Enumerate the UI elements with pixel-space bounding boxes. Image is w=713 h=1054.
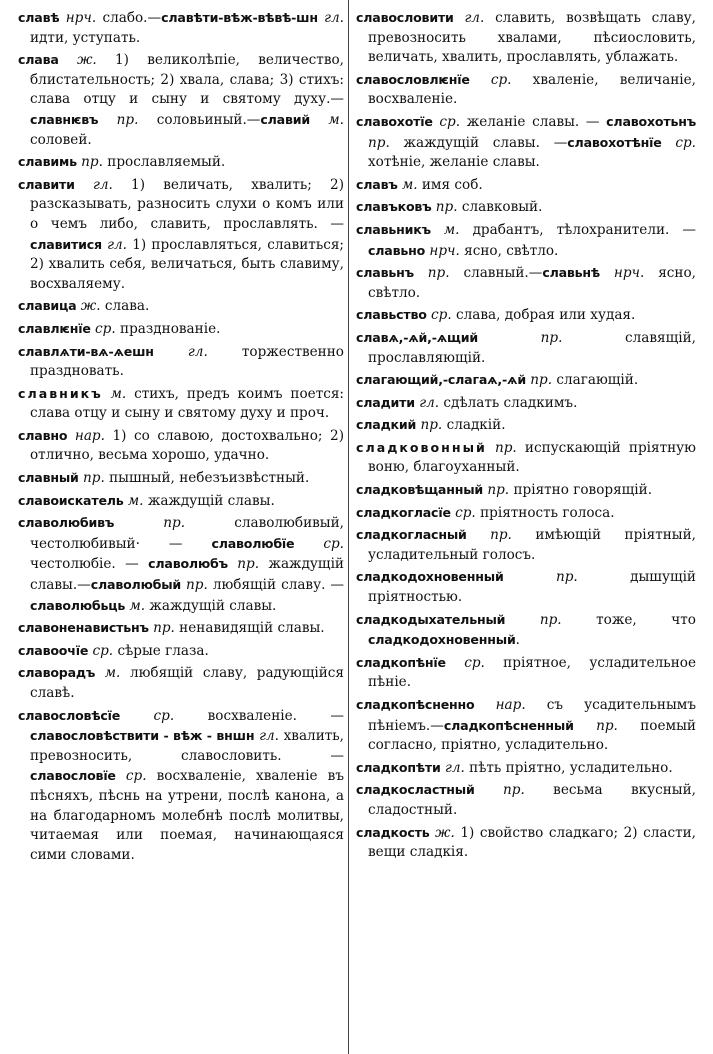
dictionary-entry [356, 8, 696, 68]
headword: славъковъ [356, 199, 432, 215]
headword: славьнѣ [542, 265, 601, 281]
headword: славословлѥнїе [356, 71, 470, 87]
grammar-label: ж. [429, 824, 455, 841]
definition-text: слабо.— [96, 10, 162, 26]
grammar-label: ср. [115, 768, 147, 785]
headword: славимь [18, 154, 77, 170]
dictionary-entry [356, 393, 696, 414]
definition-text: 1) великолѣпіе, величество, блистательность; 2) хвала, слава; 3) стихъ: слава отцу и сыну и святому духу.— [30, 52, 344, 108]
definition-text: любящій славу. — [207, 577, 344, 594]
dictionary-entry [356, 112, 696, 173]
grammar-label: пр. [416, 417, 443, 434]
headword: сладкодохновенный [356, 569, 504, 585]
definition-text: славный.— [449, 265, 543, 282]
grammar-label: пр. [503, 569, 578, 586]
headword: сладкодыхательный [356, 611, 506, 627]
definition-text: сладкій. [442, 417, 506, 434]
grammar-label: пр. [573, 717, 618, 734]
grammar-label: ср. [294, 535, 344, 552]
dictionary-entry [356, 525, 696, 565]
grammar-label: ж. [58, 52, 97, 69]
definition-text: прославляемый. [102, 154, 226, 171]
dictionary-entry [18, 296, 344, 317]
headword: славословѣсїе [18, 707, 121, 723]
definition-text: славолюбивый, честолюбивый· — [30, 515, 344, 552]
dictionary-entry [18, 342, 344, 382]
grammar-label: ср. [450, 504, 476, 521]
dictionary-entry [356, 263, 696, 303]
grammar-label: гл. [414, 394, 440, 411]
definition-text: славить, возвѣщать славу, превозносить хвалами, пѣсиословить, величать, хвалить, прославлять, ублажать. [368, 10, 696, 66]
grammar-label: пр. [227, 556, 260, 573]
dictionary-entry [356, 415, 696, 436]
grammar-label: нрч. [59, 10, 97, 26]
grammar-label: ж. [76, 298, 101, 315]
dictionary-entry [18, 513, 344, 616]
definition-text: пѣть пріятно, усладительно. [464, 759, 673, 776]
dictionary-entry [18, 468, 344, 489]
grammar-label: ср. [120, 707, 175, 724]
grammar-label: пр. [486, 439, 517, 456]
dictionary-entry [356, 480, 696, 501]
definition-text: имѣющій пріятный, усладительный голосъ. [368, 527, 696, 563]
dictionary-entry [18, 491, 344, 512]
definition-text: 1) свойство сладкаго; 2) сласти, вещи сладкія. [368, 824, 696, 861]
definition-text: драбантъ, тѣлохранители. — [459, 221, 696, 238]
headword: славохотѣнїе [567, 134, 662, 150]
headword: славолюбїе [211, 535, 295, 551]
grammar-label: ср. [90, 320, 116, 337]
definition-text: испускающій пріятную воню, благоуханный. [368, 439, 696, 476]
dictionary-entry [18, 384, 344, 424]
definition-text: хваленіе, величаніе, восхваленіе. [368, 71, 696, 108]
headword: сладкосластный [356, 782, 475, 798]
grammar-label: нрч. [600, 265, 645, 282]
grammar-label: нар. [474, 697, 526, 713]
definition-text: пышный, небезъизвѣстный. [104, 470, 310, 487]
dictionary-entry [356, 653, 696, 693]
grammar-label: пр. [98, 111, 139, 128]
grammar-label: ср. [469, 71, 512, 88]
grammar-label: пр. [431, 199, 458, 216]
grammar-label: пр. [76, 154, 103, 171]
definition-text: 1) прославляться, славиться; 2) хвалить себя, величаться, быть славиму, восхваляему. [30, 236, 344, 292]
definition-text: сдѣлать сладкимъ. [439, 394, 578, 411]
headword: сладкодохновенный [368, 632, 516, 648]
definition-text: торжественно праздновать. [30, 343, 344, 380]
grammar-label: гл. [317, 10, 344, 26]
grammar-label: гл. [101, 236, 127, 253]
grammar-label: пр. [478, 329, 563, 346]
headword: славица [18, 298, 77, 314]
grammar-label: пр. [114, 515, 186, 532]
definition-text: слава. [100, 298, 150, 315]
grammar-label: м. [310, 111, 344, 128]
dictionary-entry [18, 152, 344, 173]
headword: славоискатель [18, 492, 124, 508]
headword: славѣти-вѣж-вѣвѣ-шн [161, 10, 318, 25]
grammar-label: гл. [440, 759, 465, 776]
grammar-label: м. [123, 492, 144, 509]
definition-text: ясно, свѣтло. [368, 265, 696, 301]
grammar-label: ср. [426, 307, 452, 324]
definition-text: стихъ, предъ коимъ поется: слава отцу и сыну и святому духу и проч. [30, 385, 344, 422]
headword: сладкопѣсненный [443, 717, 574, 733]
headword: сладкопѣнїе [356, 654, 446, 670]
headword: сладкость [356, 824, 430, 840]
headword: славословїе [30, 768, 116, 784]
dictionary-entry [18, 618, 344, 639]
headword: славитися [30, 236, 102, 252]
definition-text: соловьиный.— [138, 111, 261, 128]
headword: славникъ [18, 385, 103, 401]
definition-text: идти, уступать. [30, 29, 141, 46]
dictionary-entry [356, 370, 696, 391]
definition-text: славковый. [457, 199, 543, 216]
definition-text: хвалить, превозносить, славословить. — [30, 728, 344, 764]
dictionary-entry [18, 426, 344, 466]
headword: славословѣствити - вѣж - вншн [30, 728, 255, 744]
headword: славити [18, 176, 75, 192]
definition-text: 1) со славою, достохвально; 2) отлично, весьма хорошо, удачно. [30, 427, 345, 464]
dictionary-entry [356, 610, 696, 651]
grammar-label: пр. [413, 265, 450, 282]
headword: славословити [356, 10, 454, 25]
definition-text: поемый согласно, пріятно, усладительно. [368, 717, 696, 754]
headword: сладкопѣти [356, 759, 441, 775]
grammar-label: гл. [74, 176, 113, 193]
headword: славохотїе [356, 113, 433, 129]
grammar-label: м. [430, 221, 460, 238]
grammar-label: пр. [181, 577, 208, 594]
dictionary-entry [18, 641, 344, 662]
dictionary-entry [356, 567, 696, 607]
grammar-label: гл. [153, 343, 208, 360]
dictionary-entry [356, 780, 696, 820]
definition-text: пріятное, усладительное пѣніе. [368, 654, 696, 691]
headword: сладкогласїе [356, 504, 451, 520]
headword: славнѥвъ [30, 111, 99, 127]
definition-text: слагающій. [552, 372, 639, 389]
column-divider [348, 0, 349, 1054]
headword: сладковонный [356, 439, 487, 455]
dictionary-entry [18, 663, 344, 703]
dictionary-entry [18, 175, 344, 295]
dictionary-entry [356, 758, 696, 779]
definition-text: жаждущій славы.— [30, 556, 344, 594]
headword: славѧ,-ѧй,-ѧщий [356, 329, 479, 345]
headword: слагающий,-слагаѧ,-ѧй [356, 372, 526, 388]
definition-text: дышущій пріятностью. [368, 569, 696, 606]
grammar-label: м. [125, 597, 146, 614]
dictionary-entry [18, 50, 344, 150]
definition-text: 1) величать, хвалить; 2) разсказывать, разносить слухи о комъ или о чемъ либо, славить, прославлять. — [30, 176, 344, 232]
headword: славѣ [18, 10, 60, 25]
dictionary-entry [356, 70, 696, 110]
grammar-label: пр. [78, 470, 105, 487]
definition-text: празднованіе. [115, 320, 221, 337]
definition-text: . [515, 632, 520, 649]
headword: славохотьнъ [606, 113, 696, 129]
definition-text: слава, добрая или худая. [451, 307, 636, 324]
grammar-label: гл. [254, 728, 279, 745]
grammar-label: пр. [525, 372, 553, 389]
grammar-label: пр. [474, 782, 525, 799]
left-column [18, 8, 344, 867]
dictionary-entry [356, 175, 696, 196]
headword: славоочїе [18, 642, 89, 658]
right-column [356, 8, 696, 865]
grammar-label: ср. [88, 642, 114, 659]
headword: славолюбъ [148, 556, 228, 572]
grammar-label: пр. [368, 134, 390, 151]
definition-text: жаждущій славы. [145, 597, 277, 614]
headword: славоненавистьнъ [18, 620, 149, 636]
headword: славно [18, 427, 68, 443]
grammar-label: пр. [505, 611, 562, 628]
grammar-label: пр. [148, 620, 175, 637]
definition-text: весьма вкусный, сладостный. [368, 782, 696, 818]
grammar-label: м. [397, 176, 418, 193]
definition-text: пріятность голоса. [475, 504, 615, 521]
dictionary-entry [356, 695, 696, 756]
dictionary-entry [18, 319, 344, 340]
headword: славлѧти-вѧ-ѧешн [18, 343, 154, 359]
grammar-label: нрч. [425, 242, 460, 259]
headword: славолюбивъ [18, 515, 115, 531]
dictionary-entry [356, 197, 696, 218]
headword: славий [260, 111, 310, 127]
dictionary-entry [18, 8, 344, 48]
dictionary-entry [18, 706, 344, 866]
definition-text: жаждущій славы. — [389, 134, 568, 151]
headword: славьство [356, 307, 427, 323]
headword: славорадъ [18, 665, 96, 681]
dictionary-entry [356, 823, 696, 863]
definition-text: пріятно говорящій. [509, 482, 653, 499]
grammar-label: пр. [466, 527, 512, 544]
grammar-label: нар. [67, 427, 105, 444]
headword: сладкопѣсненно [356, 697, 475, 712]
definition-text: восхваленіе. — [174, 707, 344, 724]
headword: сладкий [356, 417, 417, 433]
headword: сладковѣщанный [356, 482, 484, 498]
grammar-label: м. [95, 665, 121, 682]
definition-text: любящій славу, радующійся славѣ. [30, 665, 344, 701]
grammar-label: пр. [483, 482, 510, 499]
headword: славлѥнїе [18, 320, 91, 336]
definition-text: сѣрые глаза. [113, 642, 209, 659]
definition-text: жаждущій славы. [143, 492, 275, 509]
headword: славолюбый [90, 577, 182, 593]
headword: славьно [368, 242, 426, 258]
headword: сладити [356, 394, 415, 410]
definition-text: ясно, свѣтло. [459, 242, 559, 259]
dictionary-entry [356, 503, 696, 524]
grammar-label: гл. [453, 10, 485, 26]
definition-text: восхваленіе, хваленіе въ пѣсняхъ, пѣснь на утрени, послѣ канона, а на благодарномъ молебнѣ послѣ молитвы, читаемая или поемая, начинающаяся сими словами. [30, 768, 344, 863]
definition-text: ненавидящій славы. [174, 620, 325, 637]
grammar-label: ср. [661, 134, 696, 151]
headword: сладкогласный [356, 527, 467, 543]
headword: славный [18, 470, 79, 486]
definition-text: съ усадительнымъ пѣніемъ.— [368, 697, 696, 734]
headword: славъ [356, 176, 398, 192]
grammar-label: ср. [445, 654, 485, 671]
dictionary-entry [356, 328, 696, 368]
definition-text: хотѣніе, желаніе славы. [368, 154, 540, 171]
grammar-label: ср. [432, 113, 461, 130]
definition-text: соловей. [30, 131, 92, 148]
definition-text: желаніе славы. — [460, 113, 607, 130]
definition-text: имя соб. [417, 176, 483, 193]
definition-text: честолюбіе. — [30, 556, 149, 573]
headword: славьникъ [356, 221, 431, 237]
headword: слава [18, 52, 59, 68]
definition-text: тоже, что [561, 611, 696, 628]
dictionary-entry [356, 220, 696, 261]
grammar-label: м. [102, 385, 127, 402]
headword: славьнъ [356, 265, 414, 281]
dictionary-entry [356, 305, 696, 326]
headword: славолюбьць [30, 597, 126, 613]
definition-text: славящій, прославляющій. [368, 329, 696, 366]
dictionary-entry [356, 438, 696, 478]
